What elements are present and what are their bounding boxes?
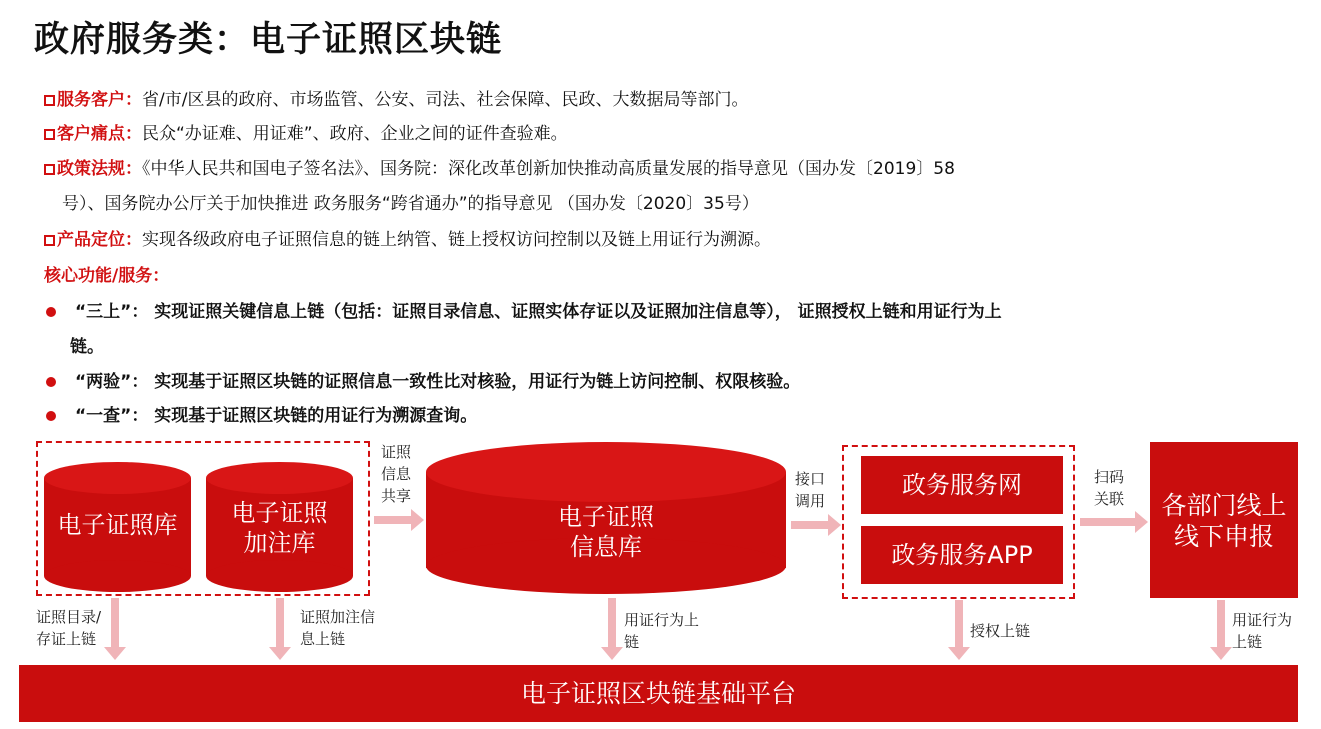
position-label: 产品定位： [57,230,142,250]
api-label [795,468,835,512]
db-license-info [426,442,786,594]
departments-box [1150,442,1298,598]
up5-text-1: 用证行为 [1232,611,1293,629]
customers-label: 服务客户： [57,90,142,110]
departments-label-1: 各部门线上 [1161,491,1287,520]
pain-label: 客户痛点： [57,124,142,144]
up1-label [36,606,101,650]
arrow-down-icon [608,598,616,648]
scan-label [1094,466,1134,510]
arrow-right-icon [791,521,829,529]
up5-text-2: 上链 [1232,633,1263,651]
gov-service-portal: 政务服务网 [861,456,1063,514]
arrow-down-icon [276,598,284,648]
share-text-3: 共享 [381,487,412,505]
customers-line [44,88,748,112]
bullet-1-line-1: “三上”： 实现证照关键信息上链（包括：证照目录信息、证照实体存证以及证照加注信息等）， 证照授权上链和用证行为上 [75,302,1002,322]
share-text-1: 证照 [381,443,412,461]
up5-label [1232,609,1292,653]
up1-text-1: 证照目录/ [36,608,102,626]
checkbox-square-icon [44,164,55,175]
arrow-down-icon [111,598,119,648]
bullet-1-line-2: 链。 [70,337,104,357]
blockchain-platform: 电子证照区块链基础平台 [19,665,1298,722]
gov-service-app: 政务服务APP [861,526,1063,584]
bullet-3: “一查”： 实现基于证照区块链的用证行为溯源查询。 [75,406,478,426]
up3-text-1: 用证行为上 [624,611,700,629]
arrow-down-icon [955,600,963,648]
db-annotation [206,462,353,592]
api-text-1: 接口 [795,470,826,488]
page-title: 政府服务类：电子证照区块链 [34,20,503,60]
db2-label-2: 加注库 [243,529,316,557]
db3-label-1: 电子证照 [558,503,654,531]
checkbox-square-icon [44,95,55,106]
policy-line [44,157,955,181]
position-text: 实现各级政府电子证照信息的链上纳管、链上授权访问控制以及链上用证行为溯源。 [142,230,771,250]
db2-label-1: 电子证照 [231,499,328,527]
up3-text-2: 链 [624,633,640,651]
pain-text: 民众“办证难、用证难”、政府、企业之间的证件查验难。 [142,124,568,144]
bullet-dot-icon [46,307,56,317]
checkbox-square-icon [44,129,55,140]
share-label [381,441,421,507]
scan-text-2: 关联 [1094,490,1125,508]
db3-label-2: 信息库 [570,533,642,561]
pain-line [44,122,568,146]
up2-label [300,606,375,650]
scan-text-1: 扫码 [1094,468,1125,486]
api-text-2: 调用 [795,492,826,510]
position-line [44,228,771,252]
bullet-dot-icon [46,411,56,421]
policy-label: 政策法规： [57,159,142,179]
arrow-right-icon [374,516,412,524]
share-text-2: 信息 [381,465,412,483]
db-electronic-license [44,462,191,592]
db1-label: 电子证照库 [57,511,178,539]
core-title: 核心功能/服务： [44,266,170,286]
up1-text-2: 存证上链 [36,630,97,648]
checkbox-square-icon [44,235,55,246]
departments-label-2: 线下申报 [1173,522,1274,551]
customers-text: 省/市/区县的政府、市场监管、公安、司法、社会保障、民政、大数据局等部门。 [142,90,749,110]
up2-text-1: 证照加注信 [300,608,376,626]
bullet-dot-icon [46,377,56,387]
up2-text-2: 息上链 [300,630,346,648]
up3-label [624,609,699,653]
arrow-right-icon [1080,518,1136,526]
policy-text-2: 号）、国务院办公厅关于加快推进 政务服务“跨省通办”的指导意见 （国办发〔2020〕35号） [62,194,759,214]
policy-text-1: 《中华人民共和国电子签名法》、国务院：深化改革创新加快推动高质量发展的指导意见（国办发〔2019〕58 [142,159,955,179]
arrow-down-icon [1217,600,1225,648]
bullet-2: “两验”： 实现基于证照区块链的证照信息一致性比对核验，用证行为链上访问控制、权限核验。 [75,372,801,392]
up4-label: 授权上链 [970,622,1031,640]
